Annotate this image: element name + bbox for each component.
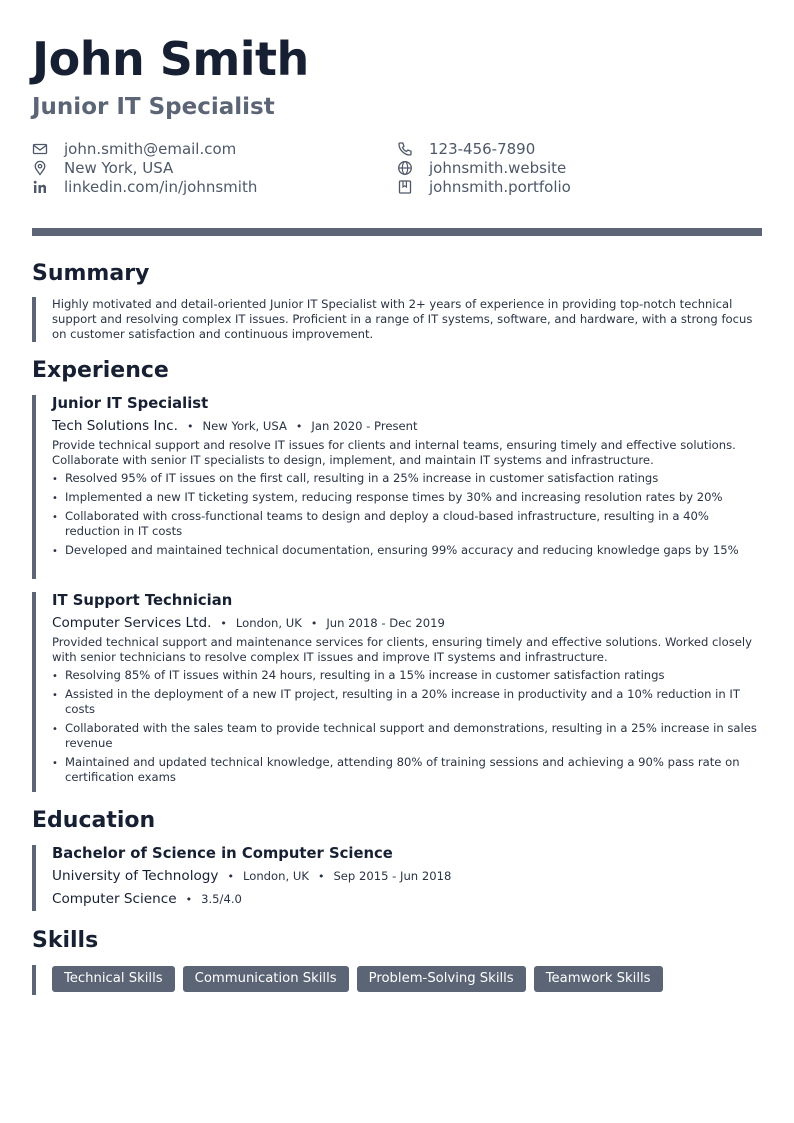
website-text[interactable]: johnsmith.website xyxy=(429,158,567,177)
achievement-item: • Resolving 85% of IT issues within 24 hours, resulting in a 15% increase in customer satisfaction ratings xyxy=(52,668,762,683)
phone-icon xyxy=(397,141,413,157)
education-entry xyxy=(32,845,762,911)
map-pin-icon xyxy=(32,160,48,176)
contact-phone[interactable] xyxy=(397,139,535,158)
education-field-row xyxy=(52,890,762,909)
field-of-study: Computer Science xyxy=(52,891,177,907)
separator-dot: • xyxy=(185,893,193,906)
portfolio-text[interactable]: johnsmith.portfolio xyxy=(429,177,571,196)
summary-section xyxy=(32,297,762,342)
education-heading: Education xyxy=(32,808,156,833)
summary-text: Highly motivated and detail-oriented Junior IT Specialist with 2+ years of experience in providing top-notch technical support and resolving complex IT issues. Proficient in a range of IT systems, software, and hardware, with a strong focus on customer satisfaction and continuous improvement. xyxy=(52,297,753,341)
candidate-name: John Smith xyxy=(32,32,309,86)
education-meta xyxy=(52,867,762,886)
job-description: Provide technical support and resolve IT issues for clients and internal teams, ensuring timely and effective solutions. Collaborate with senior IT specialists to design, implement, and maintain IT systems and infrastructure. xyxy=(52,438,736,467)
achievement-item: • Collaborated with cross-functional teams to design and deploy a cloud-based infrastructure, resulting in a 40% reduction in IT costs xyxy=(52,509,762,539)
company-name: Computer Services Ltd. xyxy=(52,615,212,631)
achievement-item: • Maintained and updated technical knowledge, attending 80% of training sessions and achieving a 90% pass rate on certification exams xyxy=(52,755,762,785)
separator-dot: • xyxy=(295,420,303,433)
achievement-list xyxy=(52,471,762,558)
gpa: 3.5/4.0 xyxy=(201,892,242,906)
job-title: Junior IT Specialist xyxy=(52,395,209,412)
header-divider xyxy=(32,228,762,236)
separator-dot: • xyxy=(186,420,194,433)
separator-dot: • xyxy=(227,870,234,883)
summary-heading: Summary xyxy=(32,261,150,286)
skill-chip: Teamwork Skills xyxy=(534,966,663,992)
job-description: Provided technical support and maintenance services for clients, ensuring timely and effective solutions. Worked closely with senior technicians to resolve complex IT issues and improve IT systems and infrastructure. xyxy=(52,635,753,664)
skills-section xyxy=(32,965,762,995)
location-text: New York, USA xyxy=(64,158,174,177)
degree-title: Bachelor of Science in Computer Science xyxy=(52,845,393,862)
education-dates: Sep 2015 - Jun 2018 xyxy=(333,869,452,883)
achievement-item: • Resolved 95% of IT issues on the first call, resulting in a 25% increase in customer satisfaction ratings xyxy=(52,471,762,486)
skills-list xyxy=(36,965,762,993)
globe-icon xyxy=(397,160,413,176)
portfolio-icon xyxy=(397,179,413,195)
school-location: London, UK xyxy=(242,869,309,883)
job-dates: Jan 2020 - Present xyxy=(311,419,418,433)
linkedin-text[interactable]: linkedin.com/in/johnsmith xyxy=(64,177,258,196)
skill-chip: Communication Skills xyxy=(183,966,349,992)
envelope-icon xyxy=(32,141,48,157)
achievement-item: • Implemented a new IT ticketing system, reducing response times by 30% and increasing resolution rates by 20% xyxy=(52,490,762,505)
separator-dot: • xyxy=(317,870,325,883)
achievement-item: • Developed and maintained technical documentation, ensuring 99% accuracy and reducing knowledge gaps by 15% xyxy=(52,543,762,558)
school-name: University of Technology xyxy=(52,868,219,884)
linkedin-icon xyxy=(32,179,48,195)
contact-website[interactable] xyxy=(397,158,566,177)
contact-email[interactable] xyxy=(32,139,236,158)
phone-text[interactable]: 123-456-7890 xyxy=(429,139,536,158)
contact-linkedin[interactable] xyxy=(32,177,257,196)
job-meta xyxy=(52,614,762,633)
contact-location xyxy=(32,158,173,177)
candidate-title: Junior IT Specialist xyxy=(32,94,275,120)
job-location: London, UK xyxy=(235,616,302,630)
job-dates: Jun 2018 - Dec 2019 xyxy=(326,616,445,630)
achievement-item: • Collaborated with the sales team to provide technical support and demonstrations, resulting in a 25% increase in sales revenue xyxy=(52,721,762,751)
achievement-item: • Assisted in the deployment of a new IT project, resulting in a 20% increase in productivity and a 10% reduction in IT costs xyxy=(52,687,762,717)
skill-chip: Problem-Solving Skills xyxy=(357,966,526,992)
experience-entry xyxy=(32,395,762,579)
email-text[interactable]: john.smith@email.com xyxy=(64,139,237,158)
experience-entry xyxy=(32,592,762,792)
job-location: New York, USA xyxy=(202,419,287,433)
contact-portfolio[interactable] xyxy=(397,177,571,196)
separator-dot: • xyxy=(310,617,318,630)
company-name: Tech Solutions Inc. xyxy=(52,418,178,434)
achievement-list xyxy=(52,668,762,785)
job-title: IT Support Technician xyxy=(52,592,233,609)
skill-chip: Technical Skills xyxy=(52,966,175,992)
separator-dot: • xyxy=(220,617,227,630)
experience-heading: Experience xyxy=(32,358,169,383)
skills-heading: Skills xyxy=(32,928,99,953)
job-meta xyxy=(52,417,762,436)
